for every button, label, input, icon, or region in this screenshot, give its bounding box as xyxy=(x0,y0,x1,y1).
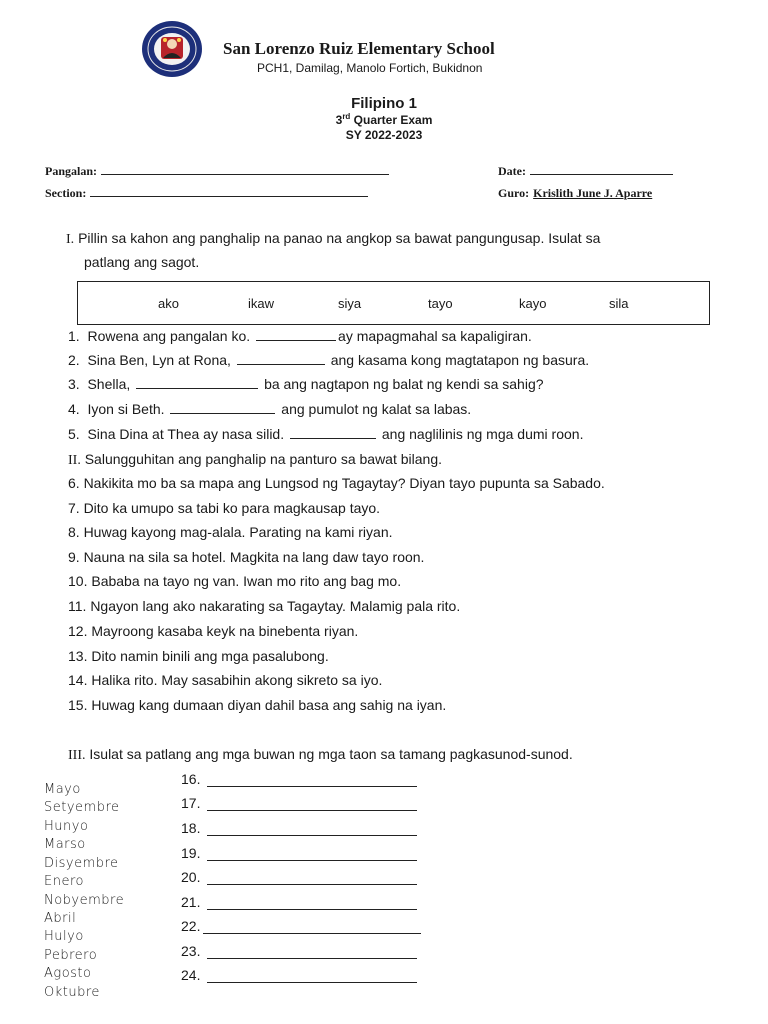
part2-instruction xyxy=(68,451,442,469)
month-item: Setyembre xyxy=(44,800,120,815)
question-text-after: ang pumulot ng kalat sa labas. xyxy=(281,401,472,417)
answer-blank[interactable] xyxy=(237,352,325,365)
teacher-name: Krislith June J. Aparre xyxy=(533,186,653,200)
question-4 xyxy=(68,401,471,417)
month-item: Pebrero xyxy=(44,948,98,963)
answer-number: 24. xyxy=(181,967,201,983)
answer-number: 16. xyxy=(181,771,201,787)
answer-line[interactable] xyxy=(207,908,417,910)
part2-item-9: 9. Nauna na sila sa hotel. Magkita na lang daw tayo roon. xyxy=(68,549,425,565)
answer-number: 20. xyxy=(181,869,201,885)
school-address: PCH1, Damilag, Manolo Fortich, Bukidnon xyxy=(257,61,483,75)
section-blank[interactable] xyxy=(90,184,368,197)
part2-item-11: 11. Ngayon lang ako nakarating sa Tagaytay. Malamig pala rito. xyxy=(68,598,461,614)
part1-instruction-line1: Pillin sa kahon ang panghalip na panao na angkop sa bawat pangungusap. Isulat sa xyxy=(78,230,601,246)
question-1 xyxy=(68,328,532,344)
question-2 xyxy=(68,352,589,368)
answer-line[interactable] xyxy=(207,981,417,983)
section-field xyxy=(45,184,368,202)
choice-tayo: tayo xyxy=(428,296,453,311)
month-item: Mayo xyxy=(44,782,81,797)
answer-blank[interactable] xyxy=(170,401,275,414)
part3-instruction xyxy=(68,746,573,764)
teacher-label: Guro: xyxy=(498,186,530,200)
question-text-after: ay mapagmahal sa kapaligiran. xyxy=(338,328,532,344)
part2-item-13: 13. Dito namin binili ang mga pasalubong. xyxy=(68,648,329,664)
answer-number: 17. xyxy=(181,795,201,811)
exam-number: 3 xyxy=(335,113,343,127)
question-number: 3. xyxy=(68,376,80,392)
part1-instruction-line2: patlang ang sagot. xyxy=(84,254,200,270)
part2-item-7: 7. Dito ka umupo sa tabi ko para magkausap tayo. xyxy=(68,500,381,516)
answer-line[interactable] xyxy=(207,785,417,787)
month-item: Nobyembre xyxy=(44,893,125,908)
part3-instruction-text: Isulat sa patlang ang mga buwan ng mga taon sa tamang pagkasunod-sunod. xyxy=(89,746,573,762)
answer-number: 22. xyxy=(181,918,201,934)
school-logo xyxy=(141,20,203,78)
question-number: 4. xyxy=(68,401,80,417)
part1-numeral: I. xyxy=(66,232,75,247)
month-item: Disyembre xyxy=(44,856,119,871)
part2-instruction-text: Salungguhitan ang panghalip na panturo sa bawat bilang. xyxy=(84,451,443,467)
exam-title xyxy=(0,112,768,127)
part1-instruction xyxy=(66,230,600,248)
question-text-after: ang naglilinis ng mga dumi roon. xyxy=(381,426,584,442)
answer-line[interactable] xyxy=(207,859,417,861)
answer-number: 18. xyxy=(181,820,201,836)
answer-line[interactable] xyxy=(207,834,417,836)
part3-numeral: III. xyxy=(68,748,86,763)
question-number: 2. xyxy=(68,352,80,368)
choice-kayo: kayo xyxy=(519,296,547,311)
section-label: Section: xyxy=(45,186,87,200)
date-field xyxy=(498,162,673,180)
name-blank[interactable] xyxy=(101,162,389,175)
choice-box xyxy=(77,281,710,325)
part2-numeral: II. xyxy=(68,453,81,468)
month-item: Enero xyxy=(44,874,84,889)
question-text-before: Rowena ang pangalan ko. xyxy=(87,328,251,344)
choice-ikaw: ikaw xyxy=(248,296,275,311)
question-3 xyxy=(68,376,544,392)
question-text-before: Iyon si Beth. xyxy=(87,401,165,417)
exam-label: Quarter Exam xyxy=(353,113,433,127)
answer-blank[interactable] xyxy=(256,328,336,341)
choice-ako: ako xyxy=(158,296,179,311)
exam-ordinal: rd xyxy=(342,112,351,121)
date-label: Date: xyxy=(498,164,526,178)
question-5 xyxy=(68,426,583,442)
question-number: 5. xyxy=(68,426,80,442)
subject-title: Filipino 1 xyxy=(351,95,417,112)
teacher-field xyxy=(498,184,652,202)
question-text-before: Shella, xyxy=(87,376,131,392)
question-text-before: Sina Dina at Thea ay nasa silid. xyxy=(87,426,285,442)
question-text-after: ba ang nagtapon ng balat ng kendi sa sahig? xyxy=(264,376,544,392)
month-item: Hulyo xyxy=(44,929,84,944)
month-item: Hunyo xyxy=(44,819,89,834)
answer-line[interactable] xyxy=(207,883,417,885)
month-item: Abril xyxy=(44,911,77,926)
answer-number: 23. xyxy=(181,943,201,959)
answer-line[interactable] xyxy=(207,809,417,811)
answer-number: 19. xyxy=(181,845,201,861)
part2-item-6: 6. Nakikita mo ba sa mapa ang Lungsod ng Tagaytay? Diyan tayo pupunta sa Sabado. xyxy=(68,475,605,491)
month-item: Marso xyxy=(44,837,86,852)
name-field xyxy=(45,162,389,180)
part2-item-12: 12. Mayroong kasaba keyk na binebenta riyan. xyxy=(68,623,359,639)
part2-item-10: 10. Bababa na tayo ng van. Iwan mo rito ang bag mo. xyxy=(68,573,402,589)
choice-siya: siya xyxy=(338,296,362,311)
question-text-before: Sina Ben, Lyn at Rona, xyxy=(87,352,231,368)
answer-line[interactable] xyxy=(207,957,417,959)
part2-item-15: 15. Huwag kang dumaan diyan dahil basa ang sahig na iyan. xyxy=(68,697,447,713)
answer-blank[interactable] xyxy=(136,376,258,389)
question-text-after: ang kasama kong magtatapon ng basura. xyxy=(330,352,590,368)
name-label: Pangalan: xyxy=(45,164,98,178)
school-name: San Lorenzo Ruiz Elementary School xyxy=(223,39,495,58)
school-year: SY 2022-2023 xyxy=(345,128,423,142)
choice-sila: sila xyxy=(609,296,629,311)
answer-blank[interactable] xyxy=(290,426,376,439)
part2-item-14: 14. Halika rito. May sasabihin akong sikreto sa iyo. xyxy=(68,672,383,688)
answer-line[interactable] xyxy=(203,932,421,934)
answer-number: 21. xyxy=(181,894,201,910)
part2-item-8: 8. Huwag kayong mag-alala. Parating na kami riyan. xyxy=(68,524,393,540)
question-number: 1. xyxy=(68,328,80,344)
month-item: Oktubre xyxy=(44,985,100,1000)
date-blank[interactable] xyxy=(530,162,673,175)
month-item: Agosto xyxy=(44,966,92,981)
